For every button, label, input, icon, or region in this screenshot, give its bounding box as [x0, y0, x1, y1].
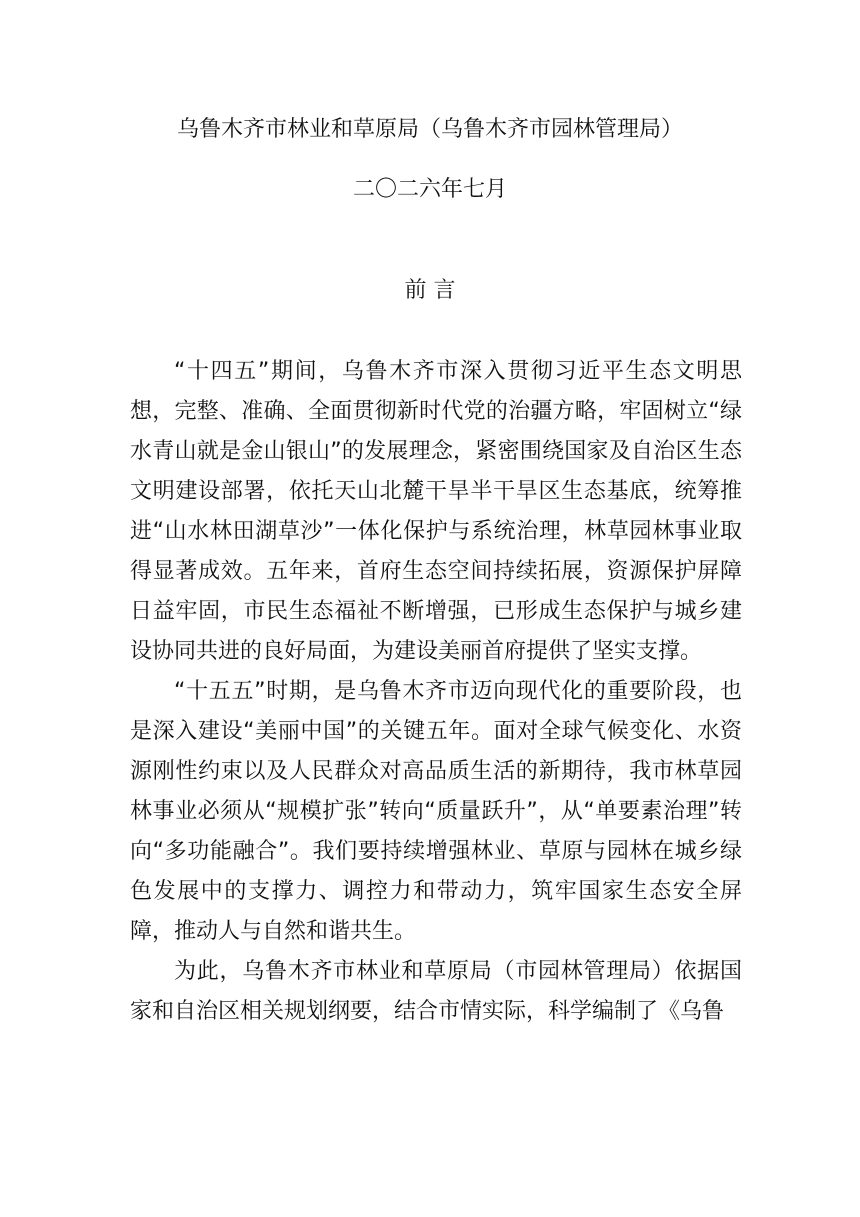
document-date: 二〇二六年七月	[352, 177, 507, 202]
paragraph-3: 为此，乌鲁木齐市林业和草原局（市园林管理局）依据国家和自治区相关规划纲要，结合市情实际，科学编制了《乌鲁	[130, 959, 742, 1024]
organization-name: 乌鲁木齐市林业和草原局（乌鲁木齐市园林管理局）	[176, 117, 683, 142]
body-text	[130, 352, 742, 1032]
paragraph-2: “十五五”时期，是乌鲁木齐市迈向现代化的重要阶段，也是深入建设“美丽中国”的关键五年。面对全球气候变化、水资源刚性约束以及人民群众对高品质生活的新期待，我市林草园林事业必须从“规模扩张”转向“质量跃升”，从“单要素治理”转向“多功能融合”。我们要持续增强林业、草原与园林在城乡绿色发展中的支撑力、调控力和带动力，筑牢国家生态安全屏障，推动人与自然和谐共生。	[130, 679, 742, 944]
paragraph-1: “十四五”期间，乌鲁木齐市深入贯彻习近平生态文明思想，完整、准确、全面贯彻新时代党的治疆方略，牢固树立“绿水青山就是金山银山”的发展理念，紧密围绕国家及自治区生态文明建设部署，依托天山北麓干旱半干旱区生态基底，统筹推进“山水林田湖草沙”一体化保护与系统治理，林草园林事业取得显著成效。五年来，首府生态空间持续拓展，资源保护屏障日益牢固，市民生态福祉不断增强，已形成生态保护与城乡建设协同共进的良好局面，为建设美丽首府提供了坚实支撑。	[130, 359, 742, 664]
section-heading: 前 言	[404, 278, 456, 303]
